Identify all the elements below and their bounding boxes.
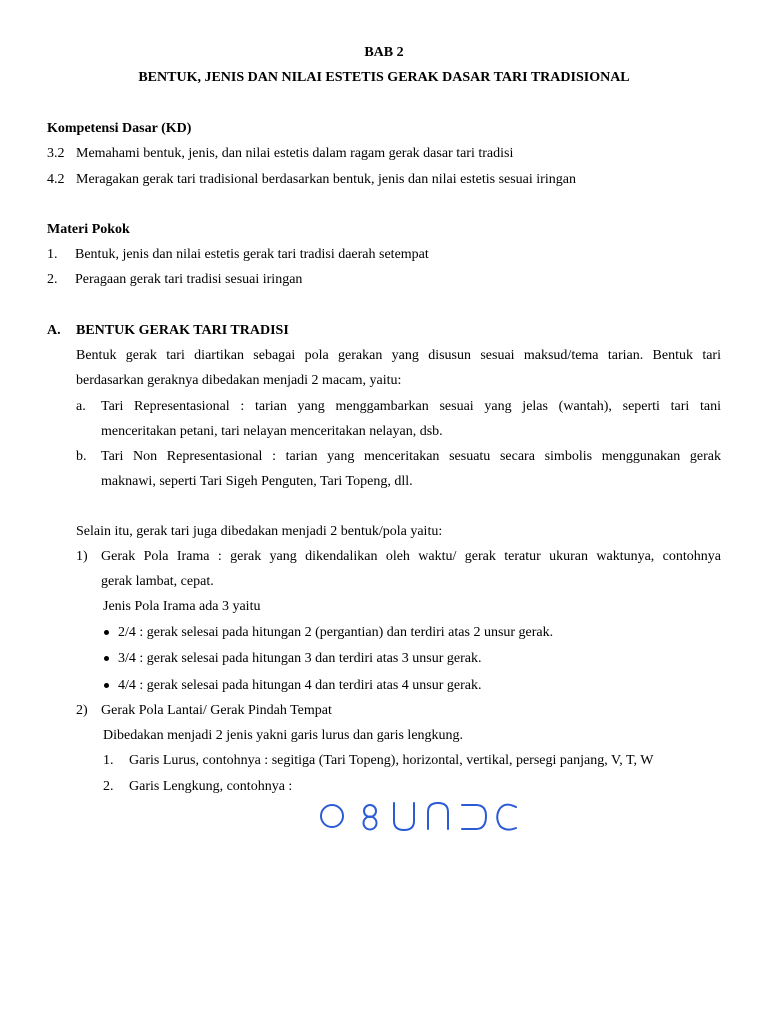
selain-text: Selain itu, gerak tari juga dibedakan menjadi 2 bentuk/pola yaitu: [76, 524, 443, 539]
section-a-intro: berdasarkan geraknya dibedakan menjadi 2 macam, yaitu: [76, 373, 402, 388]
kd-item-text: Meragakan gerak tari tradisional berdasarkan bentuk, jenis dan nilai estetis sesuai iringan [76, 172, 576, 187]
garis-lurus-text: Garis Lurus, contohnya : segitiga (Tari Topeng), horizontal, vertikal, persegi panjang, V, T, W [129, 753, 654, 768]
materi-item-text: Peragaan gerak tari tradisi sesuai iringan [75, 272, 303, 287]
kd-item-num: 3.2 [47, 146, 65, 161]
right-curve-pattern-icon [462, 805, 486, 829]
section-a-heading: BENTUK GERAK TARI TRADISI [76, 323, 289, 338]
kd-item-text: Memahami bentuk, jenis, dan nilai estetis dalam ragam gerak dasar tari tradisi [76, 146, 514, 161]
kd-heading: Kompetensi Dasar (KD) [47, 121, 192, 136]
representasional-text: Tari Representasional : tarian yang menggambarkan sesuai yang jelas (wantah), seperti tari tani [101, 399, 721, 414]
kd-item-num: 4.2 [47, 172, 65, 187]
list-marker-a: a. [76, 399, 86, 414]
arch-pattern-icon [428, 803, 448, 829]
circle-pattern-icon [321, 805, 343, 827]
pola-lantai-desc: Dibedakan menjadi 2 jenis yakni garis lurus dan garis lengkung. [103, 728, 464, 743]
garis-item-num: 2. [103, 779, 114, 794]
pola-irama-bullet: 3/4 : gerak selesai pada hitungan 3 dan terdiri atas 3 unsur gerak. [118, 651, 482, 666]
materi-heading: Materi Pokok [47, 222, 130, 237]
non-representasional-text: maknawi, seperti Tari Sigeh Penguten, Tari Topeng, dll. [101, 474, 413, 489]
chapter-label: BAB 2 [364, 45, 404, 60]
section-a-number: A. [47, 323, 61, 338]
c-curve-pattern-icon [497, 805, 516, 830]
pola-irama-bullet: 2/4 : gerak selesai pada hitungan 2 (pergantian) dan terdiri atas 2 unsur gerak. [118, 625, 554, 640]
section-a-intro: Bentuk gerak tari diartikan sebagai pola gerakan yang disusun sesuai maksud/tema tarian. Bentuk tari [76, 348, 721, 363]
pola-irama-text: gerak lambat, cepat. [101, 574, 214, 589]
jenis-pola-irama: Jenis Pola Irama ada 3 yaitu [103, 599, 261, 614]
pola-lantai-heading: Gerak Pola Lantai/ Gerak Pindah Tempat [101, 703, 332, 718]
materi-item-num: 1. [47, 247, 58, 262]
pola-irama-text: Gerak Pola Irama : gerak yang dikendalikan oleh waktu/ gerak teratur ukuran waktunya, contohnya [101, 549, 721, 564]
representasional-text: menceritakan petani, tari nelayan menceritakan nelayan, dsb. [101, 424, 443, 439]
garis-lengkung-text: Garis Lengkung, contohnya : [129, 779, 293, 794]
u-curve-pattern-icon [394, 803, 414, 830]
list-marker-b: b. [76, 449, 87, 464]
figure-eight-pattern-icon [364, 805, 377, 830]
pola-irama-bullet: 4/4 : gerak selesai pada hitungan 4 dan terdiri atas 4 unsur gerak. [118, 678, 482, 693]
non-representasional-text: Tari Non Representasional : tarian yang menceritakan sesuatu secara simbolis menggunakan gerak [101, 449, 721, 464]
pola-irama-number: 1) [76, 549, 88, 564]
chapter-title: BENTUK, JENIS DAN NILAI ESTETIS GERAK DASAR TARI TRADISIONAL [138, 70, 630, 85]
garis-item-num: 1. [103, 753, 114, 768]
pola-lantai-number: 2) [76, 703, 88, 718]
materi-item-num: 2. [47, 272, 58, 287]
materi-item-text: Bentuk, jenis dan nilai estetis gerak tari tradisi daerah setempat [75, 247, 429, 262]
